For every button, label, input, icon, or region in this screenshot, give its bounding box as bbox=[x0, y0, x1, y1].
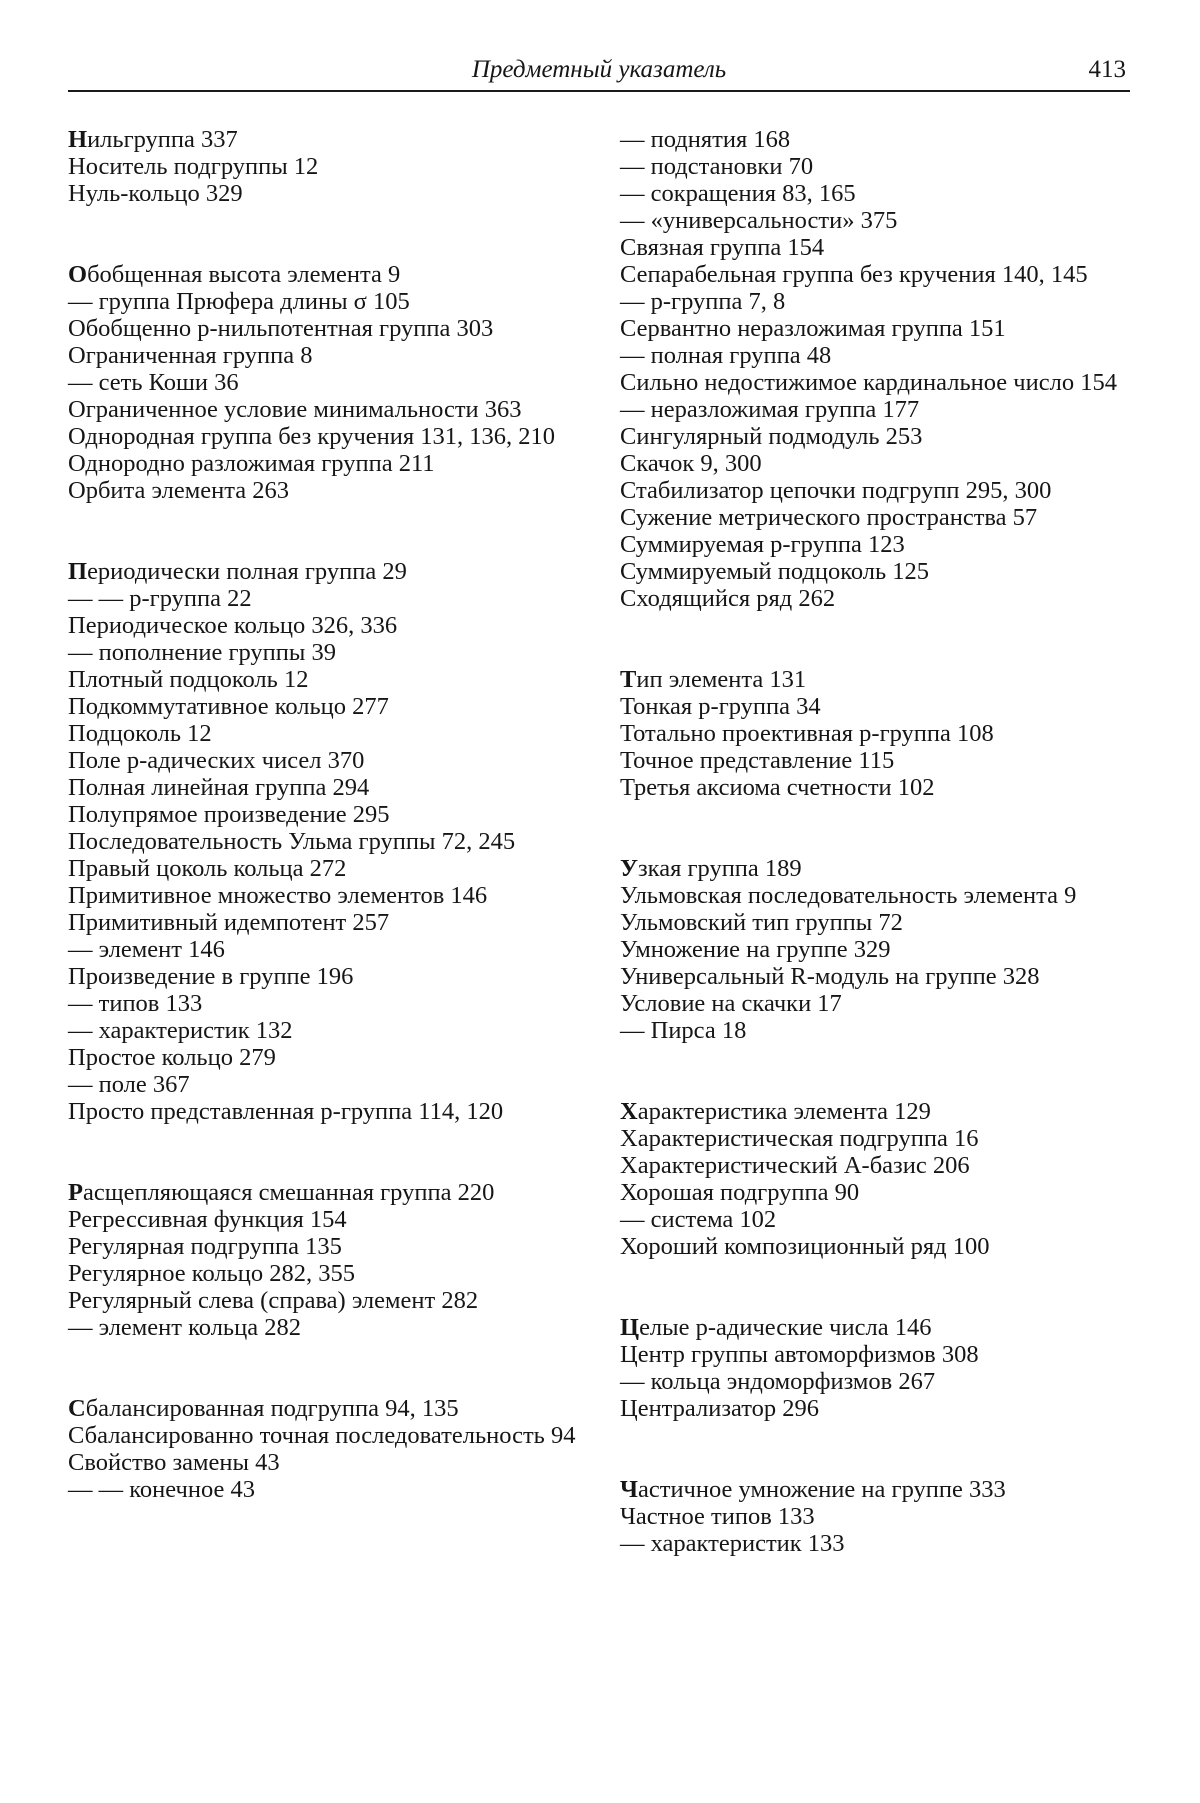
index-entry: — — p-группа 22 bbox=[68, 585, 588, 612]
index-entry: Частное типов 133 bbox=[620, 1503, 1132, 1530]
index-entry: Сервантно неразложимая группа 151 bbox=[620, 315, 1132, 342]
index-entry: Ограниченное условие минимальности 363 bbox=[68, 396, 588, 423]
index-entry: Периодическое кольцо 326, 336 bbox=[68, 612, 588, 639]
section-gap bbox=[620, 1422, 1132, 1476]
index-column-left bbox=[68, 126, 588, 1503]
index-column-right bbox=[620, 126, 1132, 1557]
index-entry: Нильгруппа 337 bbox=[68, 126, 588, 153]
index-entry: — характеристик 132 bbox=[68, 1017, 588, 1044]
index-entry: — характеристик 133 bbox=[620, 1530, 1132, 1557]
index-entry: Сингулярный подмодуль 253 bbox=[620, 423, 1132, 450]
index-entry: Примитивный идемпотент 257 bbox=[68, 909, 588, 936]
index-entry: Подкоммутативное кольцо 277 bbox=[68, 693, 588, 720]
section-gap bbox=[68, 504, 588, 558]
index-entry: Свойство замены 43 bbox=[68, 1449, 588, 1476]
index-entry: Суммируемый подцоколь 125 bbox=[620, 558, 1132, 585]
index-entry: Универсальный R-модуль на группе 328 bbox=[620, 963, 1132, 990]
index-entry: Полная линейная группа 294 bbox=[68, 774, 588, 801]
section-gap bbox=[68, 207, 588, 261]
index-entry: Централизатор 296 bbox=[620, 1395, 1132, 1422]
index-entry: — поле 367 bbox=[68, 1071, 588, 1098]
index-entry: Суммируемая p-группа 123 bbox=[620, 531, 1132, 558]
index-entry: — поднятия 168 bbox=[620, 126, 1132, 153]
index-entry: Орбита элемента 263 bbox=[68, 477, 588, 504]
index-entry: — — конечное 43 bbox=[68, 1476, 588, 1503]
index-entry: Расщепляющаяся смешанная группа 220 bbox=[68, 1179, 588, 1206]
index-entry: Подцоколь 12 bbox=[68, 720, 588, 747]
index-entry: Характеристический A-базис 206 bbox=[620, 1152, 1132, 1179]
index-entry: Сужение метрического пространства 57 bbox=[620, 504, 1132, 531]
index-entry: Ульмовский тип группы 72 bbox=[620, 909, 1132, 936]
index-entry: — неразложимая группа 177 bbox=[620, 396, 1132, 423]
index-entry: — типов 133 bbox=[68, 990, 588, 1017]
index-entry: Плотный подцоколь 12 bbox=[68, 666, 588, 693]
index-entry: Сходящийся ряд 262 bbox=[620, 585, 1132, 612]
index-entry: Условие на скачки 17 bbox=[620, 990, 1132, 1017]
index-entry: Регрессивная функция 154 bbox=[68, 1206, 588, 1233]
index-entry: Произведение в группе 196 bbox=[68, 963, 588, 990]
index-entry: — полная группа 48 bbox=[620, 342, 1132, 369]
index-entry: Однородная группа без кручения 131, 136, 210 bbox=[68, 423, 588, 450]
index-entry: Хороший композиционный ряд 100 bbox=[620, 1233, 1132, 1260]
index-entry: Тотально проективная p-группа 108 bbox=[620, 720, 1132, 747]
index-entry: Периодически полная группа 29 bbox=[68, 558, 588, 585]
index-entry: Регулярный слева (справа) элемент 282 bbox=[68, 1287, 588, 1314]
index-entry: Регулярное кольцо 282, 355 bbox=[68, 1260, 588, 1287]
section-gap bbox=[68, 1341, 588, 1395]
index-entry: Центр группы автоморфизмов 308 bbox=[620, 1341, 1132, 1368]
index-entry: Стабилизатор цепочки подгрупп 295, 300 bbox=[620, 477, 1132, 504]
index-entry: Однородно разложимая группа 211 bbox=[68, 450, 588, 477]
index-entry: Последовательность Ульма группы 72, 245 bbox=[68, 828, 588, 855]
running-title: Предметный указатель bbox=[68, 56, 1130, 84]
index-entry: — «универсальности» 375 bbox=[620, 207, 1132, 234]
index-entry: Третья аксиома счетности 102 bbox=[620, 774, 1132, 801]
index-entry: Целые p-адические числа 146 bbox=[620, 1314, 1132, 1341]
section-gap bbox=[620, 1260, 1132, 1314]
index-entry: — система 102 bbox=[620, 1206, 1132, 1233]
index-entry: Простое кольцо 279 bbox=[68, 1044, 588, 1071]
index-entry: Хорошая подгруппа 90 bbox=[620, 1179, 1132, 1206]
index-entry: Характеристическая подгруппа 16 bbox=[620, 1125, 1132, 1152]
index-entry: Частичное умножение на группе 333 bbox=[620, 1476, 1132, 1503]
index-entry: Правый цоколь кольца 272 bbox=[68, 855, 588, 882]
index-entry: — Пирса 18 bbox=[620, 1017, 1132, 1044]
index-entry: Точное представление 115 bbox=[620, 747, 1132, 774]
index-entry: — сеть Коши 36 bbox=[68, 369, 588, 396]
index-entry: Сбалансированная подгруппа 94, 135 bbox=[68, 1395, 588, 1422]
section-gap bbox=[68, 1125, 588, 1179]
index-entry: — группа Прюфера длины σ 105 bbox=[68, 288, 588, 315]
index-entry: Регулярная подгруппа 135 bbox=[68, 1233, 588, 1260]
index-entry: Сепарабельная группа без кручения 140, 145 bbox=[620, 261, 1132, 288]
index-entry: — элемент кольца 282 bbox=[68, 1314, 588, 1341]
index-entry: Ограниченная группа 8 bbox=[68, 342, 588, 369]
index-entry: — сокращения 83, 165 bbox=[620, 180, 1132, 207]
index-entry: Умножение на группе 329 bbox=[620, 936, 1132, 963]
section-gap bbox=[620, 612, 1132, 666]
index-entry: Полупрямое произведение 295 bbox=[68, 801, 588, 828]
page-number: 413 bbox=[1089, 56, 1127, 84]
index-entry: Характеристика элемента 129 bbox=[620, 1098, 1132, 1125]
index-entry: Просто представленная p-группа 114, 120 bbox=[68, 1098, 588, 1125]
index-entry: — p-группа 7, 8 bbox=[620, 288, 1132, 315]
index-entry: Сильно недостижимое кардинальное число 154 bbox=[620, 369, 1132, 396]
index-entry: — подстановки 70 bbox=[620, 153, 1132, 180]
index-entry: Обобщенно p-нильпотентная группа 303 bbox=[68, 315, 588, 342]
index-entry: Обобщенная высота элемента 9 bbox=[68, 261, 588, 288]
index-entry: Тип элемента 131 bbox=[620, 666, 1132, 693]
index-entry: Узкая группа 189 bbox=[620, 855, 1132, 882]
index-entry: — элемент 146 bbox=[68, 936, 588, 963]
index-entry: Ульмовская последовательность элемента 9 bbox=[620, 882, 1132, 909]
index-entry: Носитель подгруппы 12 bbox=[68, 153, 588, 180]
index-entry: Нуль-кольцо 329 bbox=[68, 180, 588, 207]
index-entry: Примитивное множество элементов 146 bbox=[68, 882, 588, 909]
index-entry: Поле p-адических чисел 370 bbox=[68, 747, 588, 774]
index-entry: — пополнение группы 39 bbox=[68, 639, 588, 666]
section-gap bbox=[620, 1044, 1132, 1098]
section-gap bbox=[620, 801, 1132, 855]
index-entry: Скачок 9, 300 bbox=[620, 450, 1132, 477]
index-entry: Тонкая p-группа 34 bbox=[620, 693, 1132, 720]
page-header bbox=[68, 50, 1130, 92]
index-entry: Связная группа 154 bbox=[620, 234, 1132, 261]
index-entry: — кольца эндоморфизмов 267 bbox=[620, 1368, 1132, 1395]
index-entry: Сбалансированно точная последовательность 94 bbox=[68, 1422, 588, 1449]
